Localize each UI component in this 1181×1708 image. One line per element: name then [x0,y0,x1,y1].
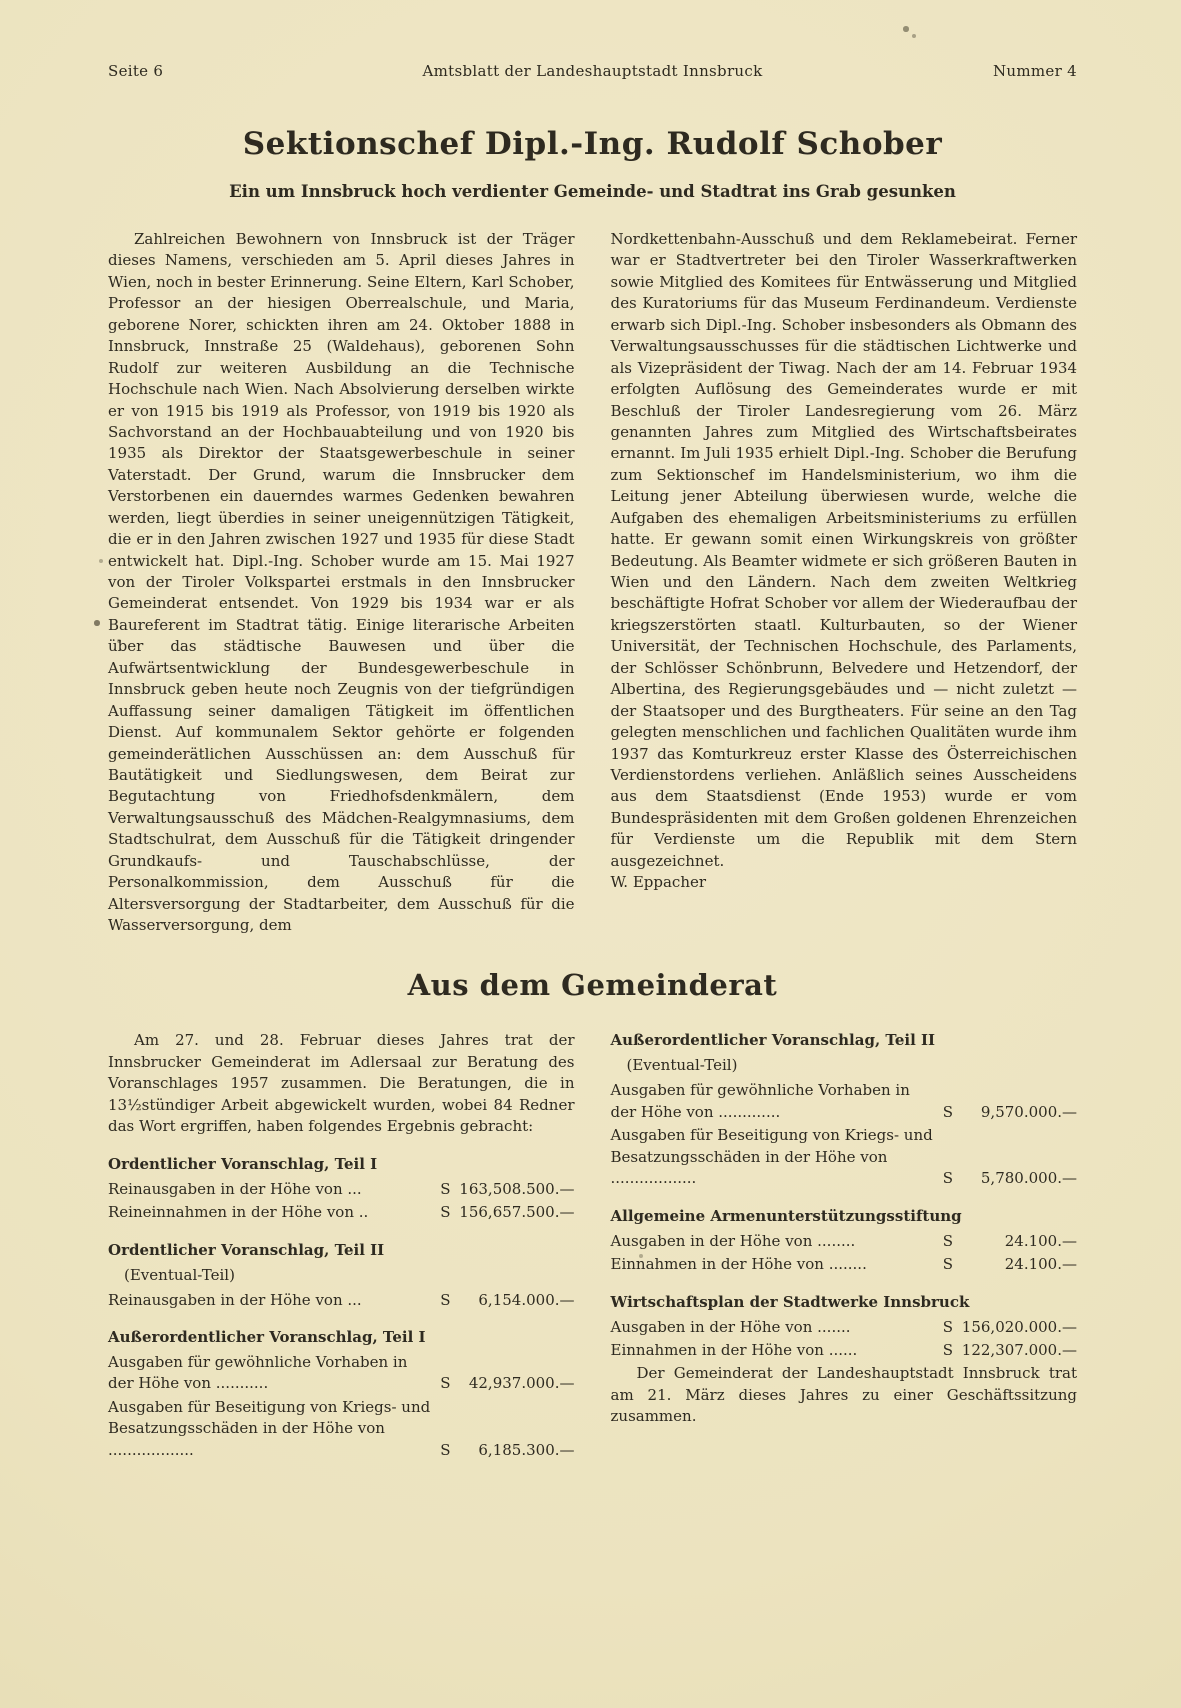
budget-line-currency: S [440,1440,451,1459]
budget-subheading: (Eventual-Teil) [124,1265,235,1284]
budget-line-label: Ausgaben in der Höhe von ....... [610,1317,851,1336]
budget-line-currency: S [440,1203,451,1222]
budget-line-label: Ausgaben für Beseitigung von Kriegs- und Besatzungsschäden in der Höhe von .................. [610,1126,933,1188]
budget-line-currency: S [942,1340,953,1359]
budget-line-label: Ausgaben in der Höhe von ........ [610,1231,856,1250]
budget-line-amount: 42,937.000.— [468,1374,575,1393]
budget-line-currency: S [942,1255,953,1274]
budget-heading: Ordentlicher Voranschlag, Teil II [108,1240,385,1259]
budget-line-label: Reinausgaben in der Höhe von ... [108,1290,362,1309]
budget-line [108,1179,575,1200]
council-intro: Am 27. und 28. Februar dieses Jahres trat der Innsbrucker Gemeinderat im Adlersaal zur Beratung des Voranschlages 1957 zusammen. Die Beratungen, die in 13½stündiger Arbeit abgewickelt wurden, wobei 84 Redner das Wort ergriffen, haben folgendes Ergebnis gebracht: [108,1031,575,1136]
budget-block-stadtwerke [611,1292,1078,1362]
budget-line-amount: 24.100.— [1004,1255,1077,1274]
issue-number-label: Nummer 4 [993,62,1077,80]
budget-line-label: Reineinnahmen in der Höhe von .. [108,1203,369,1222]
section-title: Aus dem Gemeinderat [407,968,778,1003]
budget-line-amount: 122,307.000.— [961,1340,1077,1359]
budget-line-amount: 6,154.000.— [478,1290,575,1309]
article-subtitle: Ein um Innsbruck hoch verdienter Gemeinde- und Stadtrat ins Grab gesunken [229,182,956,201]
budget-line-currency: S [942,1231,953,1250]
budget-heading: Außerordentlicher Voranschlag, Teil II [610,1031,936,1050]
council-columns [108,1030,1077,1463]
budget-line [611,1125,1078,1189]
budget-line [611,1080,1078,1123]
article-text-left: Zahlreichen Bewohnern von Innsbruck ist der Träger dieses Namens, verschieden am 5. April dieses Jahres in Wien, noch in bester Erinnerung. Seine Eltern, Karl Schober, Professor an der hiesigen Oberrealschule, und Maria, geborene Norer, schickten ihren am 24. Oktober 1888 in Innsbruck, Innstraße 25 (Waldehaus), geborenen Sohn Rudolf zur weiteren Ausbildung an die Technische Hochschule nach Wien. Nach Absolvierung derselben wirkte er von 1915 bis 1919 als Professor, von 1919 bis 1920 als Sachvorstand an der Hochbauabteilung und von 1920 bis 1935 als Direktor der Staatsgewerbeschule in seiner Vaterstadt. Der Grund, warum die Innsbrucker dem Verstorbenen ein dauerndes warmes Gedenken bewahren werden, liegt überdies in seiner uneigennützigen Tätigkeit, die er in den Jahren zwischen 1927 und 1935 für diese Stadt entwickelt hat. Dipl.-Ing. Schober wurde am 15. Mai 1927 von der Tiroler Volkspartei erstmals in den Innsbrucker Gemeinderat entsendet. Von 1929 bis 1934 war er als Baureferent im Stadtrat tätig. Einige literarische Arbeiten über das städtische Bauwesen und über die Aufwärtsentwicklung der Bundesgewerbeschule in Innsbruck geben heute noch Zeugnis von der tiefgründigen Auffassung seiner damaligen Tätigkeit im öffentlichen Dienst. Auf kommunalem Sektor gehörte er folgenden gemeinderätlichen Ausschüssen an: dem Ausschuß für Bautätigkeit und Siedlungswesen, dem Beirat zur Begutachtung von Friedhofsdenkmälern, dem Verwaltungsausschuß des Mädchen-Realgymnasiums, dem Stadtschulrat, dem Ausschuß für die Tätigkeit dringender Grundkaufs- und Tauschabschlüsse, der Personalkommission, dem Ausschuß für die Altersversorgung der Stadtarbeiter, dem Ausschuß für die Wasserversorgung, dem [108,230,575,934]
budget-line [108,1290,575,1311]
budget-line [611,1254,1078,1275]
budget-line-currency: S [942,1169,953,1188]
budget-line-amount: 9,570.000.— [980,1102,1077,1121]
budget-line-label: Ausgaben für gewöhnliche Vorhaben in der Höhe von ............. [610,1081,910,1121]
budget-line [611,1340,1078,1361]
budget-line-label: Ausgaben für Beseitigung von Kriegs- und Besatzungsschäden in der Höhe von .................. [108,1397,431,1459]
running-header [108,62,1077,80]
article-column-left [108,229,575,936]
budget-line-currency: S [942,1317,953,1336]
budget-line-amount: 24.100.— [1004,1231,1077,1250]
article-title: Sektionschef Dipl.-Ing. Rudolf Schober [242,126,943,162]
budget-heading: Wirtschaftsplan der Stadtwerke Innsbruck [610,1292,970,1311]
budget-line [611,1317,1078,1338]
budget-line [611,1231,1078,1252]
budget-block-ausserordentlicher-1 [108,1327,575,1461]
council-closing: Der Gemeinderat der Landeshauptstadt Innsbruck trat am 21. März dieses Jahres zu einer Geschäftssitzung zusammen. [610,1364,1077,1426]
budget-block-ausserordentlicher-2 [611,1030,1078,1189]
budget-line [108,1202,575,1223]
budget-line-amount: 156,657.500.— [459,1203,575,1222]
council-column-left [108,1030,575,1463]
budget-line [108,1397,575,1461]
budget-line-currency: S [440,1374,451,1393]
article-columns [108,229,1077,936]
budget-block-ordentlicher-2 [108,1240,575,1311]
article-text-right: Nordkettenbahn-Ausschuß und dem Reklamebeirat. Ferner war er Stadtvertreter bei den Tiroler Wasserkraftwerken sowie Mitglied des Komitees für Entwässerung und Mitglied des Kuratoriums für das Museum Ferdinandeum. Verdienste erwarb sich Dipl.-Ing. Schober insbesonders als Obmann des Verwaltungsausschusses für die städtischen Lichtwerke und als Vizepräsident der Tiwag. Nach der am 14. Februar 1934 erfolgten Auflösung des Gemeinderates wurde er mit Beschluß der Tiroler Landesregierung vom 26. März genannten Jahres zum Mitglied des Wirtschaftsbeirates ernannt. Im Juli 1935 erhielt Dipl.-Ing. Schober die Berufung zum Sektionschef im Handelsministerium, wo ihm die Leitung jener Abteilung überwiesen wurde, welche die Aufgaben des ehemaligen Arbeitsministeriums zu erfüllen hatte. Er gewann somit einen Wirkungskreis von größter Bedeutung. Als Beamter widmete er sich größeren Bauten in Wien und den Ländern. Nach dem zweiten Weltkrieg beschäftigte Hofrat Schober vor allem der Wiederaufbau der kriegszerstörten staatl. Kulturbauten, so der Wiener Universität, der Technischen Hochschule, des Parlaments, der Schlösser Schönbrunn, Belvedere und Hetzendorf, der Albertina, des Regierungsgebäudes und — nicht zuletzt — der Staatsoper und des Burgtheaters. Für seine an den Tag gelegten menschlichen und fachlichen Qualitäten wurde ihm 1937 das Komturkreuz erster Klasse des Österreichischen Verdienstordens verliehen. Anläßlich seines Ausscheidens aus dem Staatsdienst (Ende 1953) wurde er vom Bundespräsidenten mit dem Großen goldenen Ehrenzeichen für Verdienste um die Republik mit dem Stern ausgezeichnet. [610,230,1077,870]
budget-block-armenstiftung [611,1206,1078,1276]
budget-line-amount: 6,185.300.— [478,1440,575,1459]
budget-heading: Ordentlicher Voranschlag, Teil I [108,1154,378,1173]
council-column-right [611,1030,1078,1463]
budget-line-amount: 5,780.000.— [980,1169,1077,1188]
page-number-label: Seite 6 [108,62,164,80]
budget-line-currency: S [440,1290,451,1309]
budget-line-currency: S [942,1102,953,1121]
budget-line [108,1352,575,1395]
budget-block-ordentlicher-1 [108,1154,575,1224]
budget-heading: Allgemeine Armenunterstützungsstiftung [610,1206,962,1225]
journal-title: Amtsblatt der Landeshauptstadt Innsbruck [422,62,763,80]
budget-line-amount: 163,508.500.— [459,1179,575,1198]
budget-line-currency: S [440,1179,451,1198]
article-signature: W. Eppacher [610,873,707,892]
budget-line-label: Ausgaben für gewöhnliche Vorhaben in der Höhe von ........... [108,1352,408,1393]
budget-line-label: Reinausgaben in der Höhe von ... [108,1179,362,1198]
budget-line-amount: 156,020.000.— [961,1317,1077,1336]
budget-subheading: (Eventual-Teil) [626,1056,738,1075]
budget-line-label: Einnahmen in der Höhe von ........ [610,1255,867,1274]
article-column-right [611,229,1078,936]
budget-line-label: Einnahmen in der Höhe von ...... [610,1340,858,1359]
budget-heading: Außerordentlicher Voranschlag, Teil I [108,1327,426,1346]
paper-specks [0,0,2,2]
